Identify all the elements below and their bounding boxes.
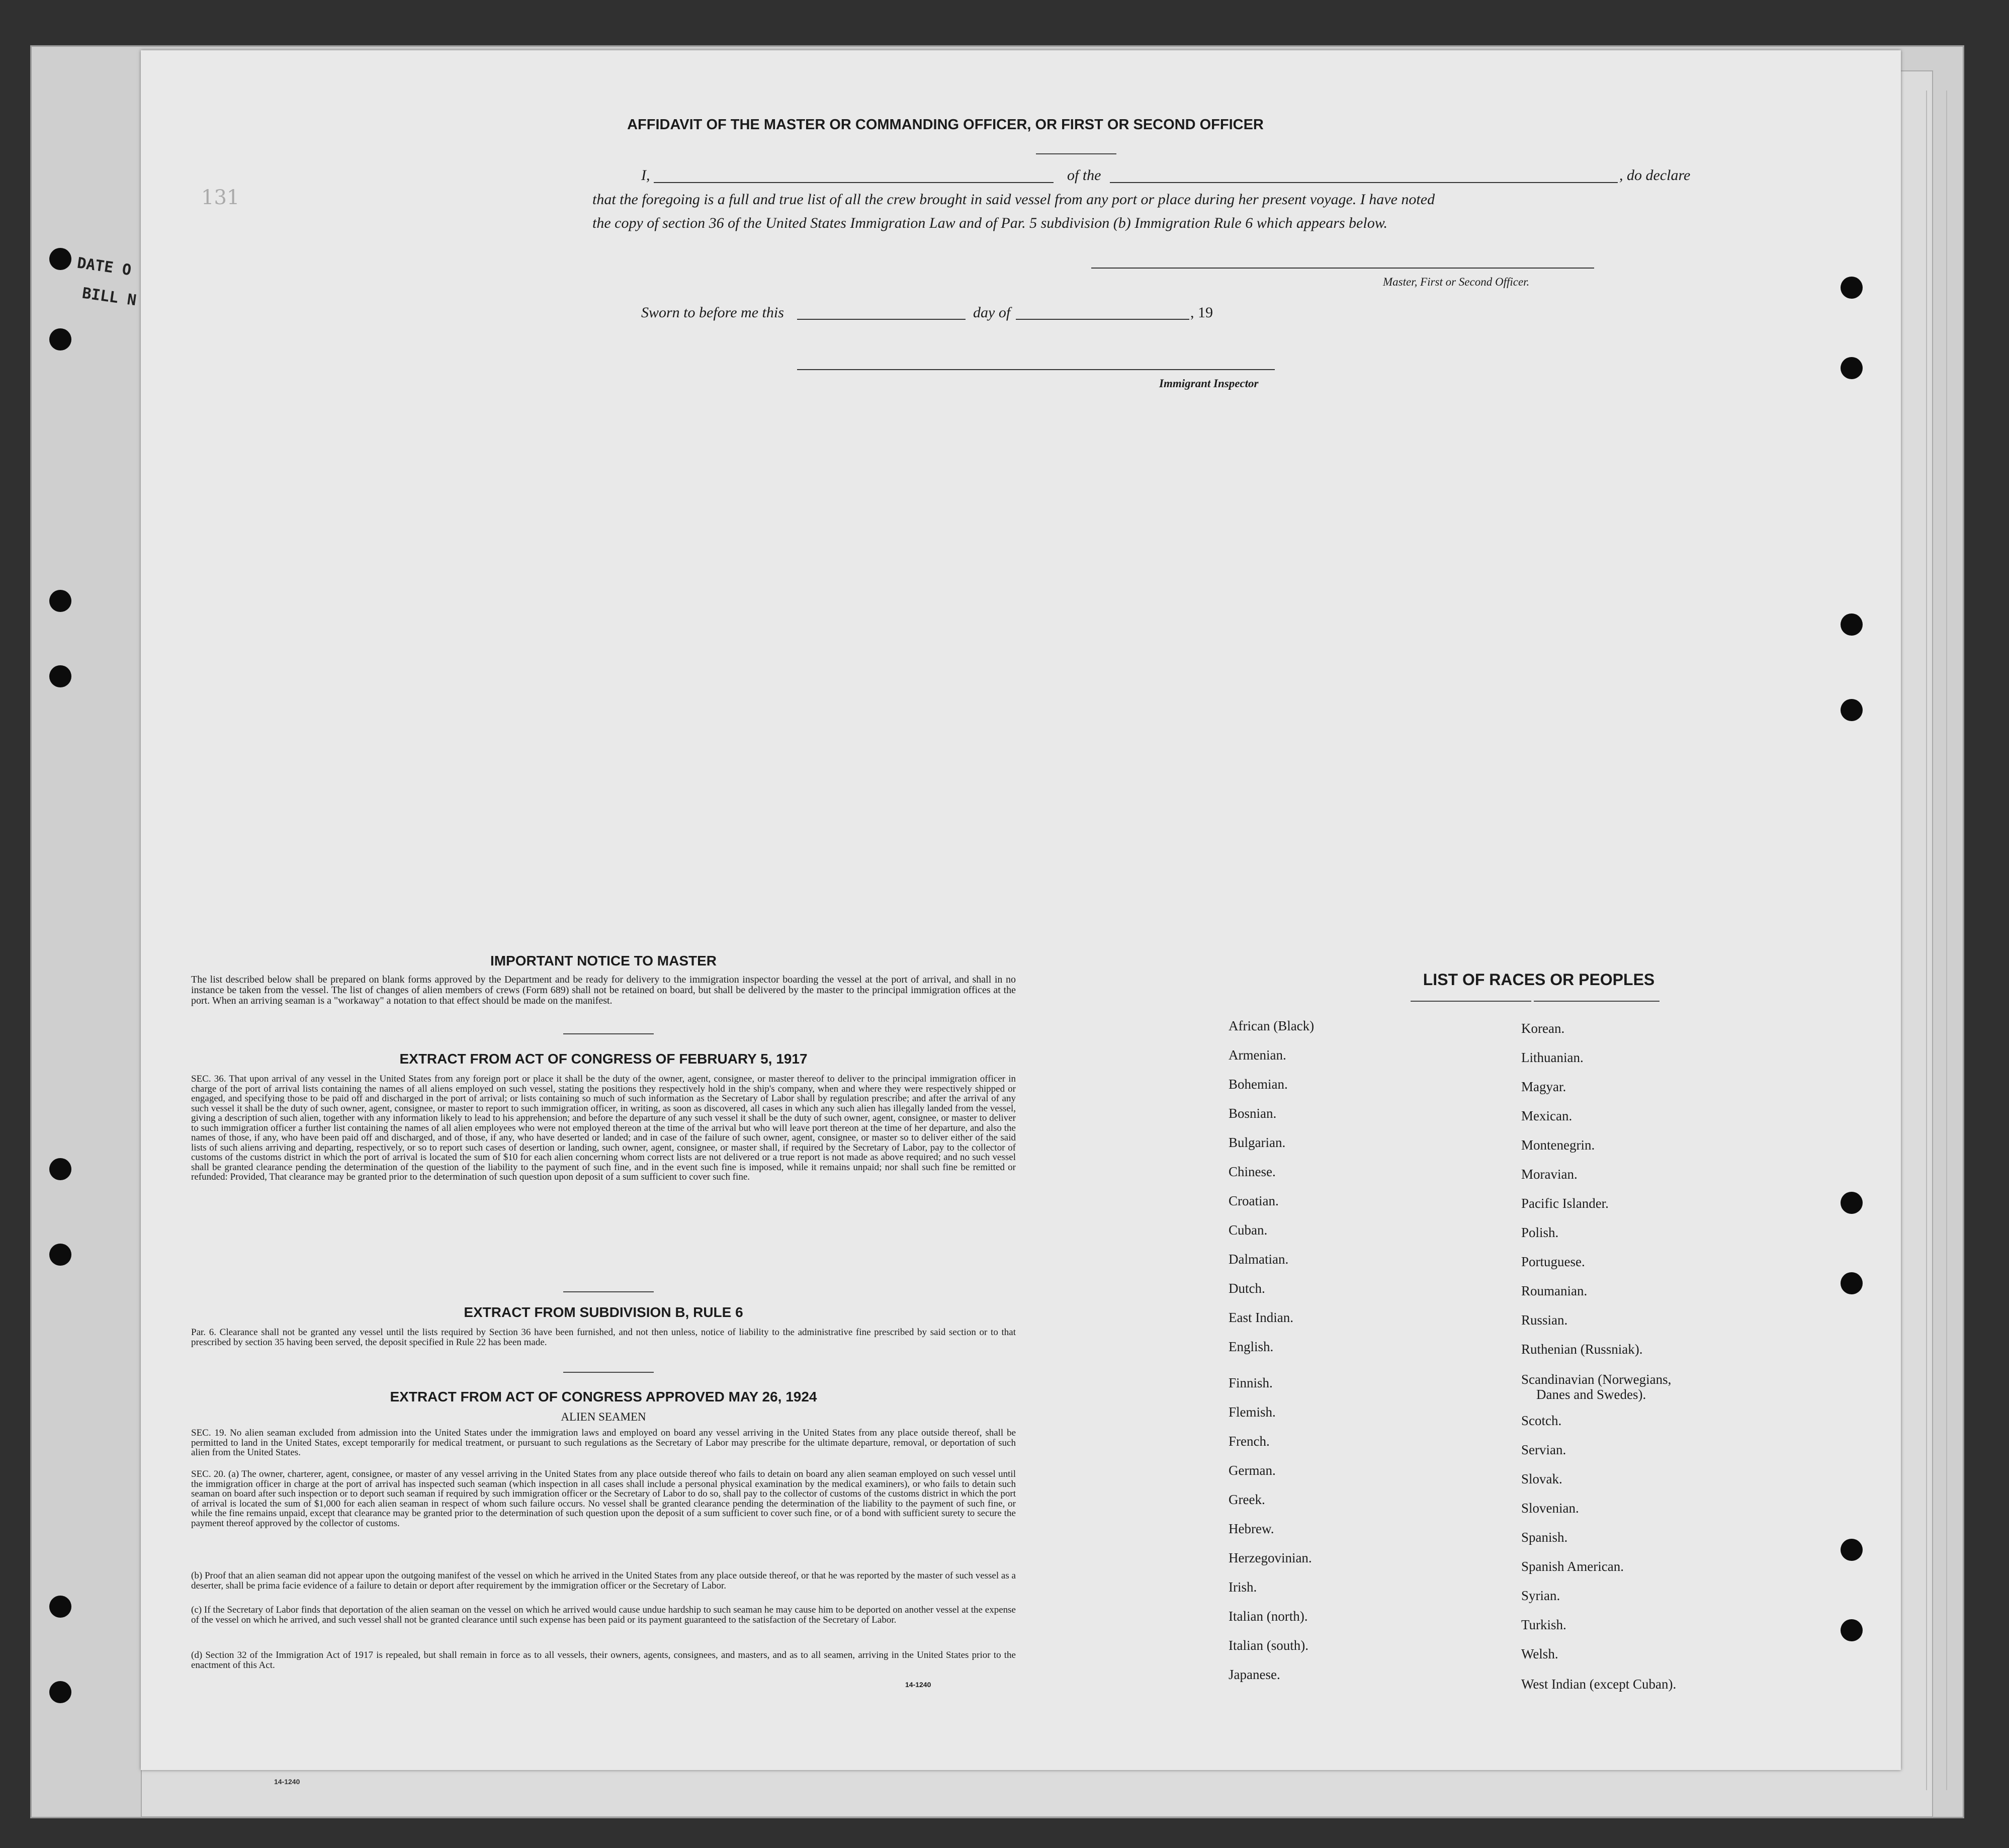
race-item: Montenegrin.	[1521, 1137, 1595, 1153]
race-item: Korean.	[1521, 1021, 1565, 1036]
extract-1924-sec-20a: SEC. 20. (a) The owner, charterer, agent, consignee, or master of any vessel arriving in the United States from any place outside thereof who fails to detain on board any alien seaman employed on such vessel until the immigration officer in charge at the port of arrival has inspected such seaman (which inspection in all cases shall include a personal physical examination by the medical examiners), or who fails to detain such seaman on board after such inspection or to deport such seaman if required by such immigration officer or the Secretary of Labor to do so, shall pay to the collector of customs of the customs district in which the port of arrival is located the sum of $1,000 for each alien seaman in respect of whom such failure occurs. No vessel shall be granted clearance pending the determination of the liability to the payment of such fine, or while the fine remains unpaid, except that clearance may be granted prior to the determination of such question upon the deposit of a sum sufficient to cover such fine, or of a bond with sufficient surety to secure the payment thereof approved by the collector of customs.	[191, 1469, 1016, 1529]
race-item: Croatian.	[1229, 1193, 1279, 1208]
signature-caption: Master, First or Second Officer.	[1383, 276, 1530, 288]
punch-hole	[1841, 277, 1863, 299]
punch-hole	[1841, 613, 1863, 636]
year-label: , 19	[1190, 304, 1213, 321]
punch-hole	[1841, 1272, 1863, 1294]
extract-1924-sec-20b: (b) Proof that an alien seaman did not appear upon the outgoing manifest of the vessel on which he arrived in the United States from any place outside thereof, or that he was reported by the master of such vessel as a deserter, shall be prima facie evidence of a failure to detain or deport after requirement by the immigration officer or the Secretary of Labor.	[191, 1570, 1016, 1591]
race-item: Turkish.	[1521, 1617, 1566, 1632]
race-item: Slovak.	[1521, 1471, 1562, 1486]
sworn-day-blank[interactable]	[797, 308, 966, 320]
race-item: Portuguese.	[1521, 1254, 1585, 1269]
race-item: Scandinavian (Norwegians,	[1521, 1372, 1672, 1387]
race-item: Dutch.	[1229, 1281, 1265, 1296]
sworn-label: Sworn to before me this	[641, 304, 784, 321]
punch-hole	[1841, 1619, 1863, 1641]
form-number: 14-1240	[905, 1681, 931, 1689]
race-item: French.	[1229, 1434, 1270, 1449]
race-item: Slovenian.	[1521, 1501, 1579, 1516]
of-the-label: of the	[1067, 167, 1101, 184]
race-item: Roumanian.	[1521, 1283, 1588, 1298]
race-item: Bohemian.	[1229, 1077, 1288, 1092]
race-item: Dalmatian.	[1229, 1252, 1289, 1267]
divider	[1411, 1001, 1531, 1002]
race-item: Cuban.	[1229, 1222, 1268, 1238]
divider	[1534, 1001, 1659, 1002]
race-item: Italian (north).	[1229, 1609, 1308, 1624]
race-item: West Indian (except Cuban).	[1521, 1677, 1677, 1692]
inspector-caption: Immigrant Inspector	[1159, 377, 1259, 390]
bottom-form-number: 14-1240	[274, 1778, 300, 1786]
race-item: Welsh.	[1521, 1646, 1558, 1661]
punch-hole	[49, 1681, 71, 1703]
extract-rule-6-title: EXTRACT FROM SUBDIVISION B, RULE 6	[464, 1304, 743, 1320]
affidavit-title: AFFIDAVIT OF THE MASTER OR COMMANDING OFFICER, OR FIRST OR SECOND OFFICER	[627, 117, 1264, 133]
extract-1917-text: SEC. 36. That upon arrival of any vessel in the United States from any foreign port or place it shall be the duty of the owner, agent, consignee, or master thereof to deliver to the principal immigration officer in charge of the port of arrival lists containing the names of all aliens employed on such vessel, stating the positions they respectively hold in the ship's company, when and where they were respectively shipped or engaged, and specifying those to be paid off and discharged in the port of arrival; or lists containing so much of such information as the Secretary of Labor shall by regulation prescribe; and after the arrival of any such vessel it shall be the duty of such owner, agent, consignee, or master to report to such immigration officer, in writing, as soon as discovered, all cases in which any such alien has illegally landed from the vessel, giving a description of such alien, together with any information likely to lead to his apprehension; and before the departure of any such vessel it shall be the duty of such owner, agent, consignee, or master to deliver to such immigration officer a further list containing the names of all alien employees who were not employed thereon at the time of the arrival but who will leave port thereon at the time of her departure, and also the names of those, if any, who have been paid off and discharged, and of those, if any, who have deserted or landed; and in case of the failure of such owner, agent, consignee, or master so to deliver either of the said lists of such aliens arriving and departing, respectively, or so to report such cases of desertion or landing, such owner, agent, consignee, or master shall, if required by the Secretary of Labor, pay to the collector of customs of the customs district in which the port of arrival is located the sum of $10 for each alien concerning whom correct lists are not delivered or a true report is not made as above required; and no such vessel shall be granted clearance pending the determination of the question of the liability to the payment of such fine, and in the event such fine is imposed, while it remains unpaid; nor shall such fine be remitted or refunded: Provided, That clearance may be granted prior to the determination of such question upon deposit of a sum sufficient to cover such fine.	[191, 1074, 1016, 1182]
punch-hole	[49, 1596, 71, 1618]
race-item: Chinese.	[1229, 1164, 1276, 1179]
extract-1924-title: EXTRACT FROM ACT OF CONGRESS APPROVED MAY 26, 1924	[390, 1389, 817, 1404]
day-of-label: day of	[973, 304, 1011, 321]
race-item: Danes and Swedes).	[1536, 1387, 1646, 1402]
punch-hole	[1841, 699, 1863, 721]
punch-hole	[1841, 1539, 1863, 1561]
page-number: 131	[201, 186, 240, 209]
race-item: African (Black)	[1229, 1018, 1315, 1033]
race-item: Greek.	[1229, 1492, 1265, 1507]
notice-title: IMPORTANT NOTICE TO MASTER	[490, 953, 717, 969]
race-item: Russian.	[1521, 1312, 1568, 1328]
stamp-line-2: BILL N	[81, 284, 138, 310]
race-item: Syrian.	[1521, 1588, 1560, 1603]
race-item: Finnish.	[1229, 1375, 1273, 1390]
punch-hole	[1841, 1192, 1863, 1214]
extract-1924-subtitle: ALIEN SEAMEN	[561, 1411, 646, 1423]
divider	[563, 1291, 654, 1292]
race-item: Spanish American.	[1521, 1559, 1624, 1574]
punch-hole	[49, 248, 71, 270]
race-item: Bulgarian.	[1229, 1135, 1286, 1150]
race-item: Polish.	[1521, 1225, 1559, 1240]
inspector-line[interactable]	[797, 368, 1275, 370]
races-title: LIST OF RACES OR PEOPLES	[1423, 971, 1655, 989]
race-item: Irish.	[1229, 1579, 1257, 1595]
punch-hole	[49, 328, 71, 350]
race-item: German.	[1229, 1463, 1276, 1478]
extract-1924-sec-19: SEC. 19. No alien seaman excluded from admission into the United States under the immigration laws and employed on board any vessel arriving in the United States from any place outside thereof, shall be permitted to land in the United States, except temporarily for medical treatment, or pursuant to such regulations as the Secretary of Labor may prescribe for the ultimate departure, removal, or deportation of such alien from the United States.	[191, 1428, 1016, 1458]
punch-hole	[49, 1158, 71, 1180]
race-item: Pacific Islander.	[1521, 1196, 1609, 1211]
extract-1924-sec-20d: (d) Section 32 of the Immigration Act of 1917 is repealed, but shall remain in force as to all vessels, their owners, agents, consignees, and masters, and as to all seamen, arriving in the United States prior to the enactment of this Act.	[191, 1650, 1016, 1670]
sworn-month-blank[interactable]	[1016, 308, 1189, 320]
extract-rule-6-text: Par. 6. Clearance shall not be granted any vessel until the lists required by Section 36 have been furnished, and not then unless, notice of liability to the administrative fine prescribed by said section or to that prescribed by section 35 having been served, the deposit specified in Rule 22 has been made.	[191, 1327, 1016, 1348]
do-declare-label: , do declare	[1619, 167, 1691, 184]
extract-1924-sec-20c: (c) If the Secretary of Labor finds that deportation of the alien seaman on the vessel on which he arrived would cause undue hardship to such seaman he may cause him to be deported on another vessel at the expense of the vessel on which he arrived, and such vessel shall not be granted clearance until such expense has been paid or its payment guaranteed to the satisfaction of the Secretary of Labor.	[191, 1605, 1016, 1625]
race-item: Magyar.	[1521, 1079, 1566, 1094]
ruled-line	[1926, 91, 1927, 1790]
notice-text: The list described below shall be prepared on blank forms approved by the Department and be ready for delivery to the immigration inspector boarding the vessel at the port of arrival, and shall in no instance be taken from the vessel. The list of changes of alien members of crews (Form 689) shall not be retained on board, but shall be delivered by the master to the principal immigration offices at the port. When an arriving seaman is a "workaway" a notation to that effect should be made on the manifest.	[191, 974, 1016, 1006]
affidavit-body-line-2: the copy of section 36 of the United States Immigration Law and of Par. 5 subdivision (b) Immigration Rule 6 which appears below.	[592, 215, 1387, 231]
race-item: Armenian.	[1229, 1047, 1286, 1063]
race-item: Bosnian.	[1229, 1106, 1277, 1121]
race-item: Japanese.	[1229, 1667, 1280, 1682]
punch-hole	[49, 665, 71, 687]
divider	[563, 1372, 654, 1373]
race-item: English.	[1229, 1339, 1274, 1354]
i-label: I,	[641, 167, 650, 184]
race-item: Flemish.	[1229, 1404, 1276, 1420]
punch-hole	[49, 590, 71, 612]
divider	[563, 1033, 654, 1034]
race-item: Scotch.	[1521, 1413, 1562, 1428]
race-item: Herzegovinian.	[1229, 1550, 1312, 1565]
race-item: Italian (south).	[1229, 1638, 1308, 1653]
race-item: Moravian.	[1521, 1167, 1578, 1182]
vessel-blank[interactable]	[1110, 171, 1618, 183]
race-item: East Indian.	[1229, 1310, 1293, 1325]
punch-hole	[1841, 357, 1863, 379]
form-page	[141, 50, 1901, 1770]
stamp-line-1: DATE O	[76, 254, 133, 280]
extract-1917-title: EXTRACT FROM ACT OF CONGRESS OF FEBRUARY 5, 1917	[399, 1051, 808, 1067]
signature-line[interactable]	[1091, 267, 1594, 269]
punch-hole	[49, 1244, 71, 1266]
divider	[1036, 153, 1116, 154]
affidavit-body-line-1: that the foregoing is a full and true list of all the crew brought in said vessel from any port or place during her present voyage. I have noted	[592, 191, 1435, 208]
name-blank[interactable]	[654, 171, 1054, 183]
ruled-line	[1946, 91, 1947, 1790]
race-item: Mexican.	[1521, 1108, 1573, 1123]
race-item: Hebrew.	[1229, 1521, 1274, 1536]
race-item: Spanish.	[1521, 1530, 1568, 1545]
race-item: Servian.	[1521, 1442, 1566, 1457]
race-item: Ruthenian (Russniak).	[1521, 1342, 1643, 1357]
race-item: Lithuanian.	[1521, 1050, 1584, 1065]
